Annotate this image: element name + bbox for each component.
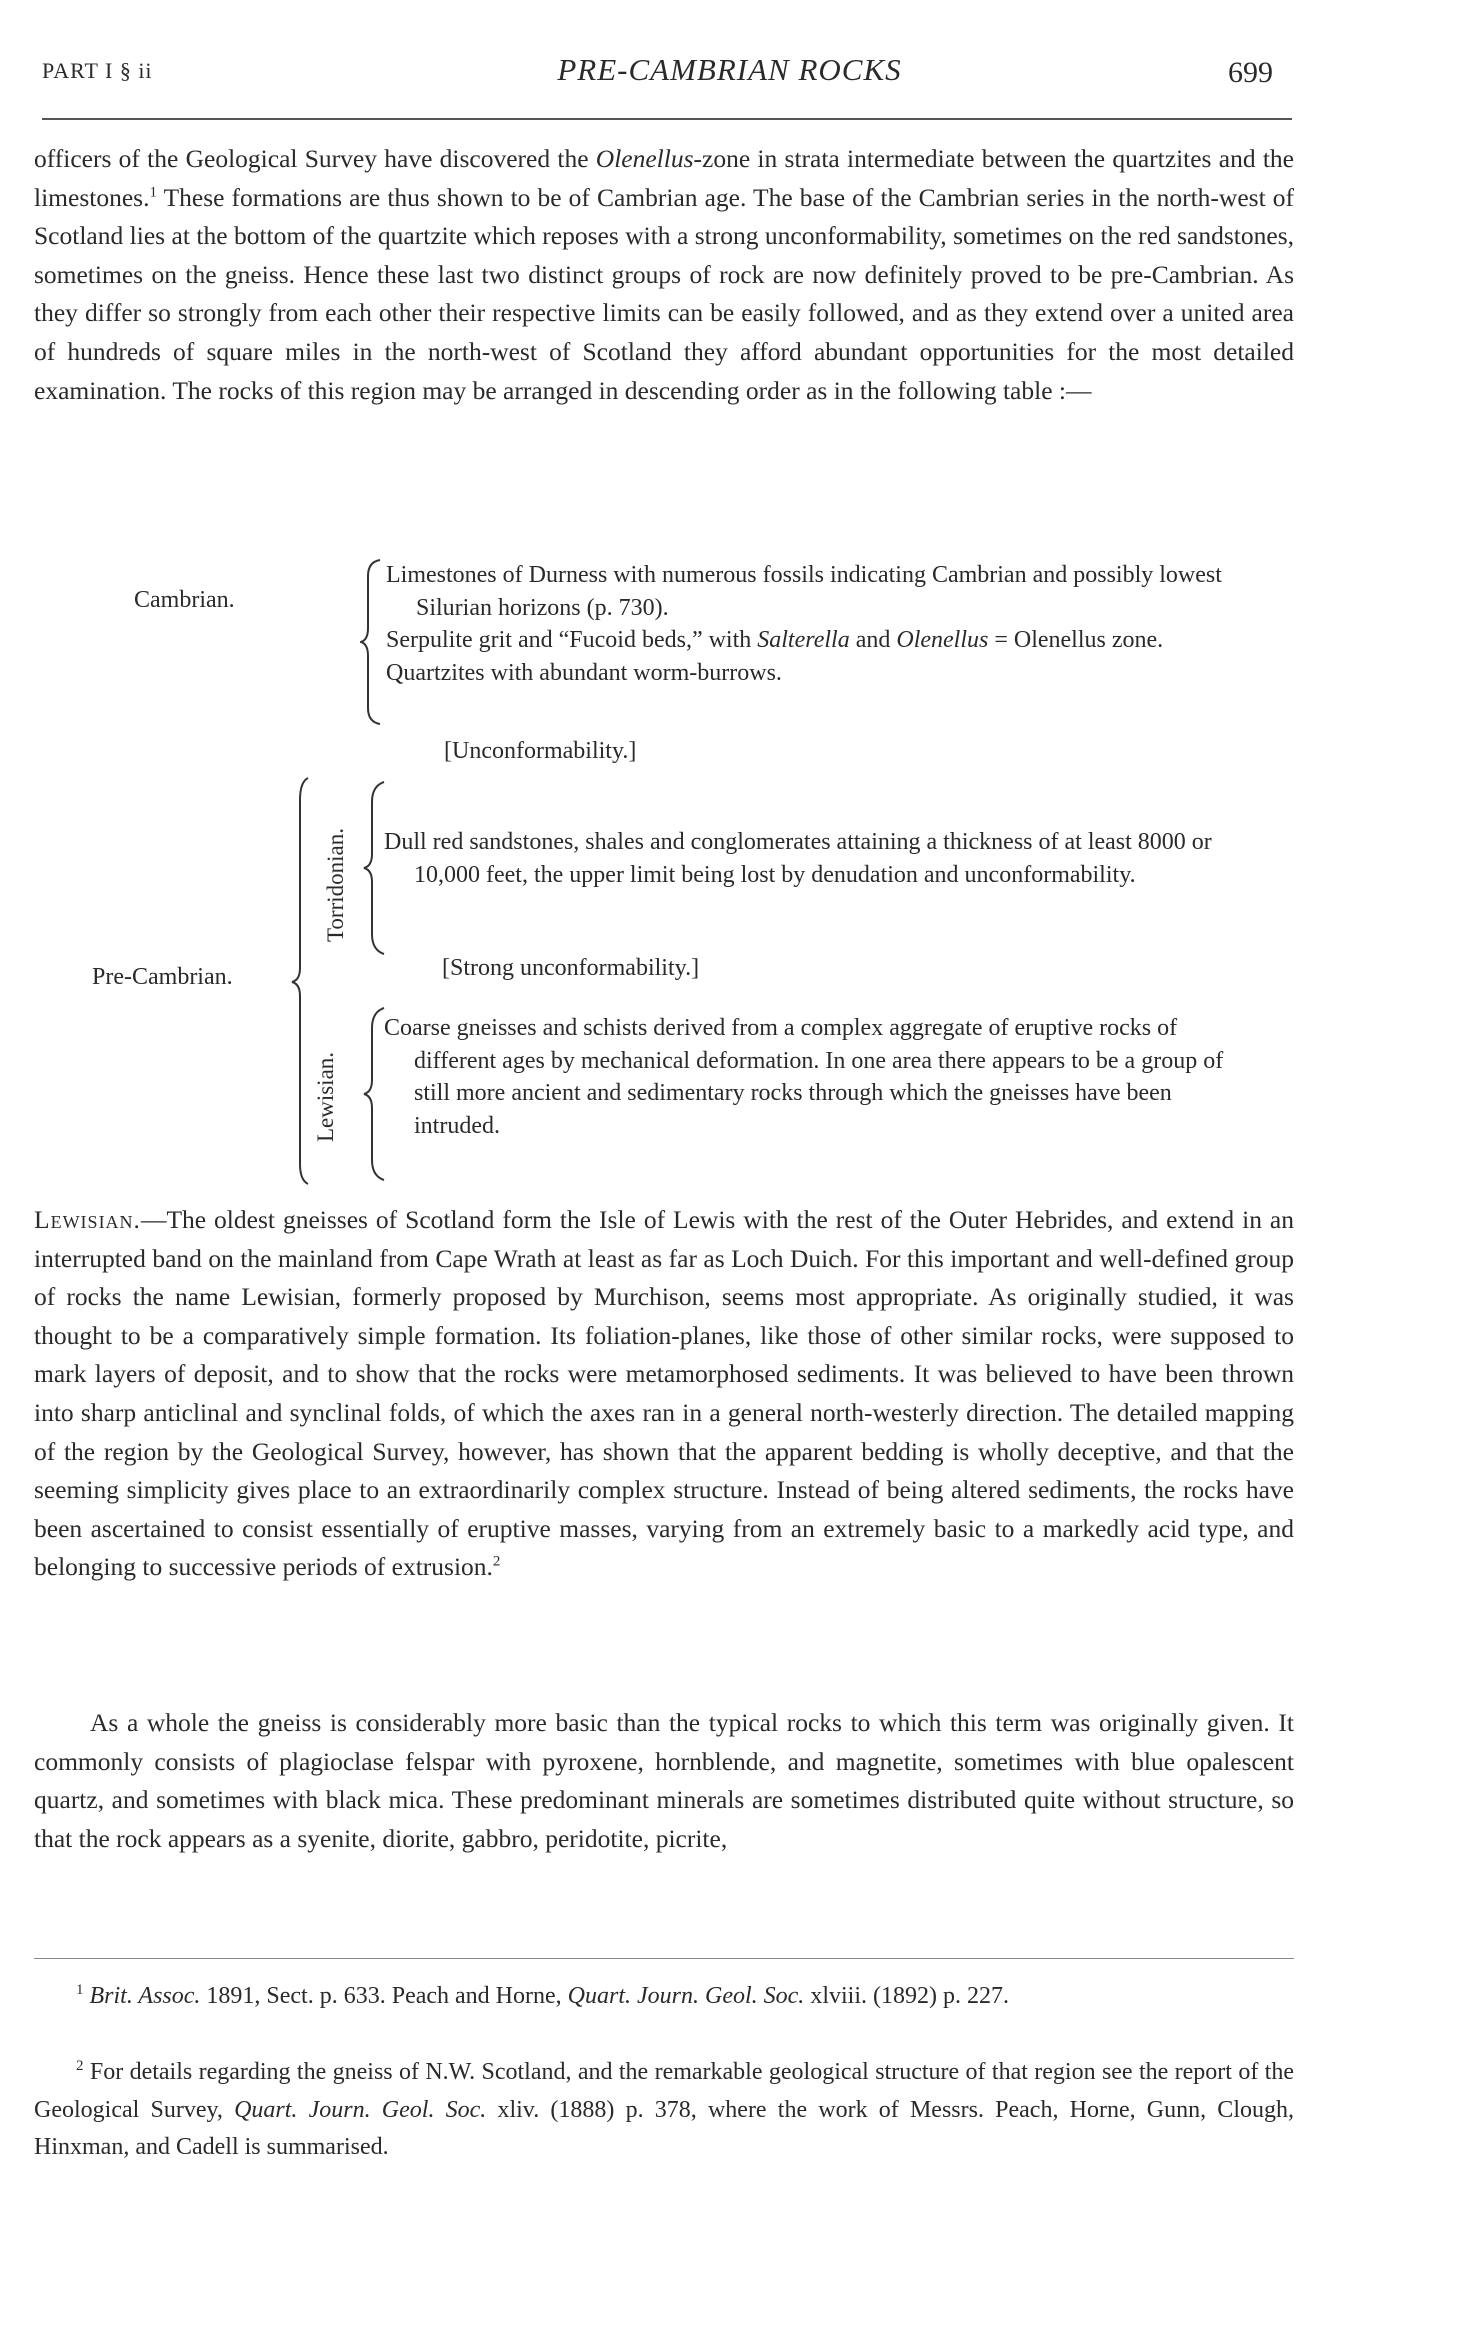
footnote-1-text: 1891, Sect. p. 633. Peach and Horne, [200, 1983, 568, 2009]
lewisian-heading: Lewisian. [34, 1205, 141, 1234]
footnote-2 [34, 2054, 1294, 2167]
page-number: 699 [1228, 56, 1273, 89]
footnote-1-volume: xlviii. (1892) p. 227. [804, 1983, 1009, 2009]
cambrian-brace [360, 558, 384, 726]
footnote-ref-1: 1 [149, 184, 157, 201]
gneiss-paragraph: As a whole the gneiss is considerably more basic than the typical rocks to which this term was originally given. It commonly consists of plagioclase felspar with pyroxene, hornblende, and magnetite, sometimes with blue opalescent quartz, and sometimes with black mica. These predominant minerals are sometimes distributed quite without structure, so that the rock appears as a syenite, diorite, gabbro, peridotite, picrite, [34, 1708, 1294, 1853]
olenellus-italic: Olenellus [896, 627, 989, 653]
lewisian-text [384, 1012, 1229, 1142]
unconformability-note: [Unconformability.] [444, 738, 637, 764]
torridonian-description: Dull red sandstones, shales and conglomerates attaining a thickness of at least 8000 or 10,000 feet, the upper limit being lost by denudation and unconformability. [384, 829, 1212, 888]
intro-italic: Olenellus [595, 144, 694, 173]
lewisian-label: Lewisian. [313, 1051, 338, 1143]
header-rule [42, 118, 1292, 120]
cambrian-entry-2-zone: = Olenellus zone. [988, 627, 1164, 653]
precambrian-label: Pre-Cambrian. [92, 964, 233, 990]
footnote-1-journal: Quart. Journ. Geol. Soc. [567, 1983, 805, 2009]
cambrian-entry-1: Limestones of Durness with numerous fossils indicating Cambrian and possibly lowest Silurian horizons (p. 730). [386, 562, 1222, 621]
cambrian-entry-2-and: and [849, 627, 897, 653]
intro-text-b: -zone in strata intermediate between the quartzites and the limestones. [34, 144, 1294, 212]
intro-text-c: These formations are thus shown to be of Cambrian age. The base of the Cambrian series in the north-west of Scotland lies at the bottom of the quartzite which reposes with a strong unconformability, sometimes on the red sandstones, sometimes on the gneiss. Hence these last two distinct groups of rock are now definitely proved to be pre-Cambrian. As they differ so strongly from each other their respective limits can be easily followed, and as they extend over a united area of hundreds of square miles in the north-west of Scotland they afford abundant opportunities for the most detailed examination. The rocks of this region may be arranged in descending order as in the following table :— [34, 182, 1294, 405]
cambrian-label: Cambrian. [134, 587, 235, 613]
header-part: PART I § ii [42, 58, 153, 83]
torridonian-label: Torridonian. [323, 828, 348, 943]
lewisian-description: Coarse gneisses and schists derived from a complex aggregate of eruptive rocks of different ages by mechanical deformation. In one area there appears to be a group of still more ancient and sedimentary rocks through which the gneisses have been intruded. [384, 1015, 1224, 1139]
footnote-1-source: Brit. Assoc. [89, 1983, 201, 2009]
footnote-rule [34, 1958, 1294, 1959]
footnote-1-number: 1 [76, 1982, 84, 1998]
cambrian-entry-2 [386, 624, 1231, 657]
footnote-2-tail: xliv. (1888) p. 378, where the work of Messrs. Peach, Horne, Gunn, Clough, Hinxman, and Cadell is summarised. [34, 2096, 1294, 2160]
cambrian-entries [386, 559, 1231, 689]
intro-text-a: officers of the Geological Survey have discovered the [34, 144, 596, 173]
lewisian-paragraph-text: —The oldest gneisses of Scotland form the Isle of Lewis with the rest of the Outer Hebrides, and extend in an interrupted band on the mainland from Cape Wrath at least as far as Loch Duich. For this important and well-defined group of rocks the name Lewisian, formerly proposed by Murchison, seems most appropriate. As originally studied, it was thought to be a comparatively simple formation. Its foliation-planes, like those of other similar rocks, were supposed to mark layers of deposit, and to show that the rocks were metamorphosed sediments. It was believed to have been thrown into sharp anticlinal and synclinal folds, of which the axes ran in a general north-westerly direction. The detailed mapping of the region by the Geological Survey, however, has shown that the apparent bedding is wholly deceptive, and that the seeming simplicity gives place to an extraordinarily complex structure. Instead of being altered sediments, the rocks have been ascertained to consist essentially of eruptive masses, varying from an extremely basic to a markedly acid type, and belonging to successive periods of extrusion. [34, 1205, 1294, 1582]
header-title: PRE-CAMBRIAN ROCKS [557, 52, 902, 87]
cambrian-entry-2-text: Serpulite grit and “Fucoid beds,” with [386, 627, 758, 653]
footnote-1 [34, 1978, 1294, 2016]
intro-paragraph [34, 140, 1294, 410]
lewisian-paragraph [34, 1201, 1294, 1587]
precambrian-brace [290, 776, 312, 1186]
cambrian-entry-3: Quartzites with abundant worm-burrows. [386, 659, 782, 686]
footnote-2-journal: Quart. Journ. Geol. Soc. [234, 2096, 487, 2123]
footnote-2-text: For details regarding the gneiss of N.W. Scotland, and the remarkable geological structure of that region see the report of the Geological Survey, [34, 2059, 1295, 2123]
torridonian-text [384, 826, 1229, 891]
footnote-2-number: 2 [76, 2058, 84, 2074]
strong-unconformability-note: [Strong unconformability.] [442, 955, 700, 981]
salterella-italic: Salterella [757, 627, 850, 653]
footnote-ref-2: 2 [492, 1553, 501, 1570]
